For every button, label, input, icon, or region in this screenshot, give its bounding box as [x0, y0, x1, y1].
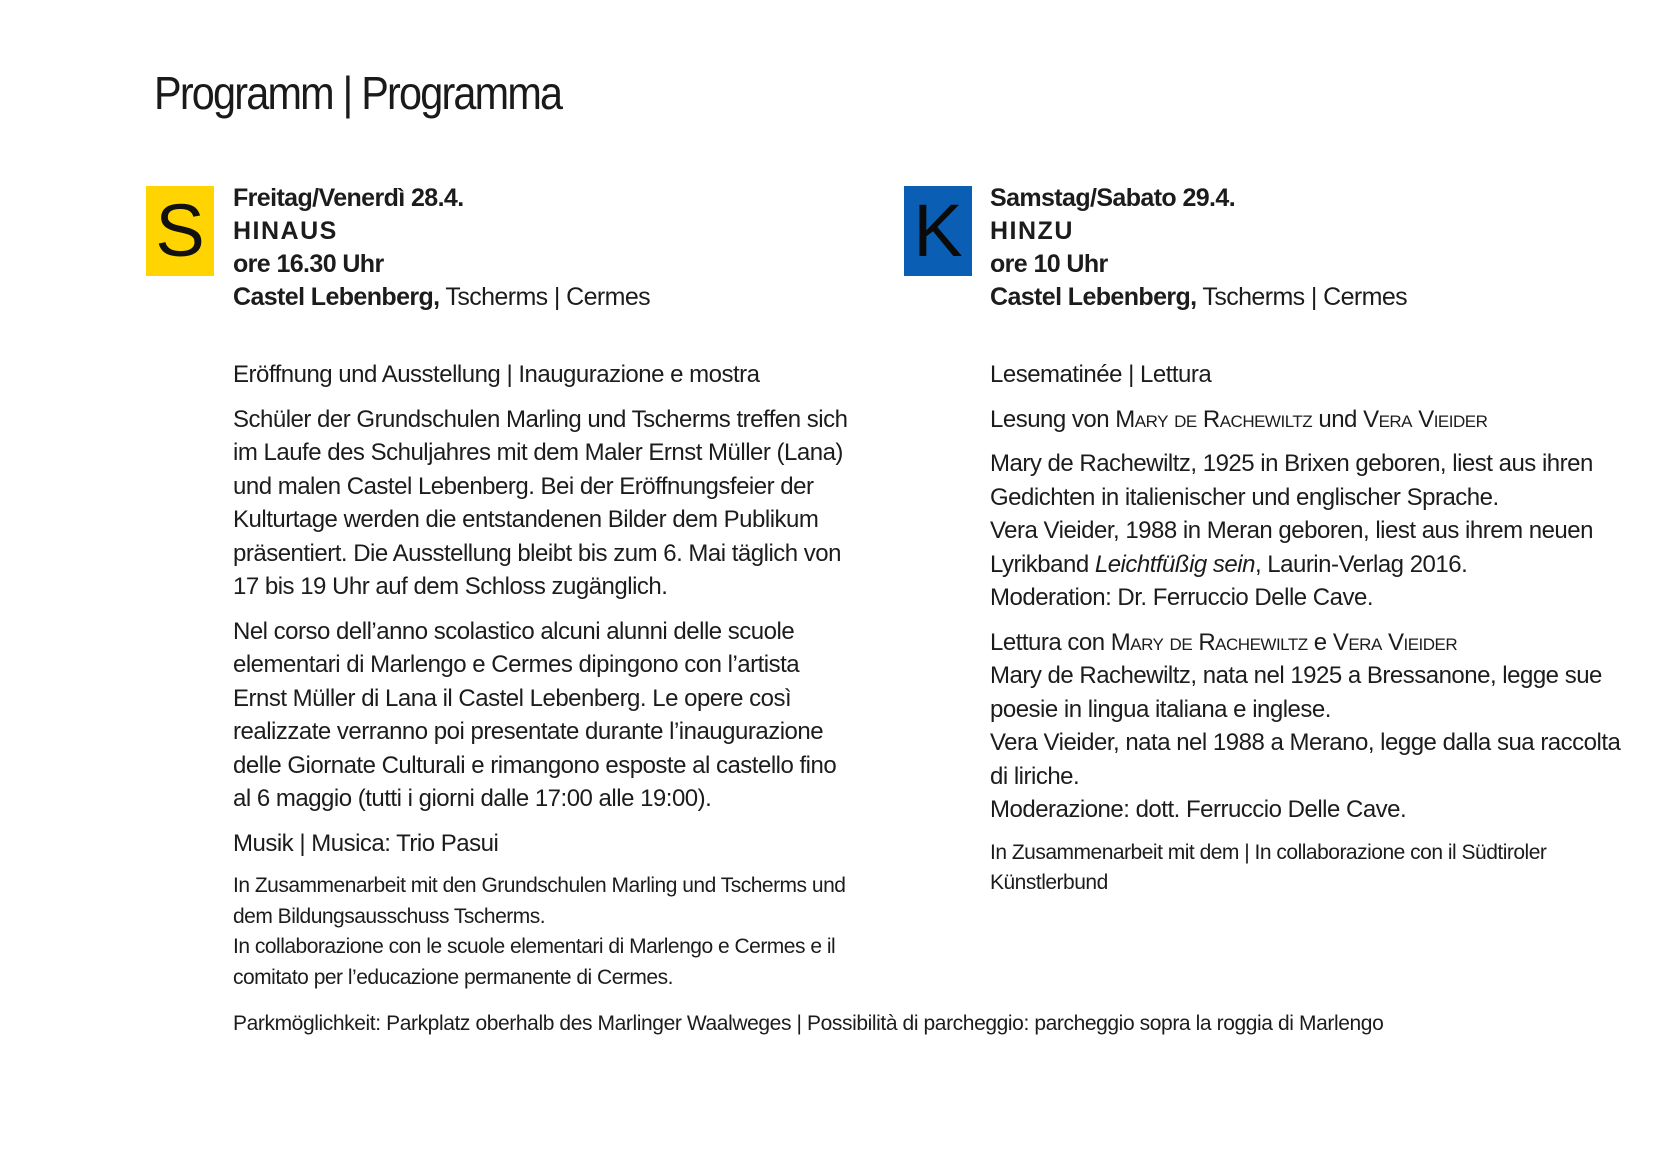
event1-venue — [233, 281, 650, 314]
reading-it-prefix: Lettura con — [990, 628, 1111, 656]
event2-body — [990, 358, 1630, 899]
event2-venue — [990, 281, 1407, 314]
event2-collab: In Zusammenarbeit mit dem | In collaborazione con il Südtiroler Künstlerbund — [990, 840, 1547, 894]
event1-name: HINAUS — [233, 217, 338, 245]
event-badge-k: K — [904, 186, 972, 276]
bio2-it: Vera Vieider, nata nel 1988 a Merano, legge dalla sua raccolta di liriche. — [990, 729, 1621, 790]
event2-header — [990, 182, 1407, 314]
event2-venue-name: Castel Lebenberg, — [990, 283, 1197, 311]
bio2-de-prefix: Vera Vieider, 1988 in Meran geboren, liest aus ihrem neuen Lyrikband — [990, 517, 1593, 578]
reading-de-prefix: Lesung von — [990, 405, 1116, 433]
event2-reading-de — [990, 403, 1630, 437]
event1-collab-de: In Zusammenarbeit mit den Grundschulen Marling und Tscherms und dem Bildungsausschuss Tscherms. — [233, 874, 846, 928]
event2-bios-de — [990, 447, 1630, 615]
bio2-de-suffix: , Laurin-Verlag 2016. — [1254, 550, 1468, 578]
moderation-it: Moderazione: dott. Ferruccio Delle Cave. — [990, 796, 1407, 823]
event2-subtitle: Lesematinée | Lettura — [990, 361, 1212, 388]
author-2-it: Vera Vieider — [1332, 628, 1458, 656]
book-title: Leichtfüßig sein — [1094, 550, 1255, 578]
event1-body — [233, 358, 853, 993]
and-it: e — [1307, 628, 1333, 656]
event-badge-s: S — [146, 186, 214, 276]
event1-music: Musik | Musica: Trio Pasui — [233, 829, 499, 857]
event1-date: Freitag/Venerdì 28.4. — [233, 184, 464, 212]
event1-header — [233, 182, 650, 314]
event1-collab — [233, 871, 853, 993]
author-2: Vera Vieider — [1363, 405, 1488, 433]
author-1-it: Mary de Rachewiltz — [1110, 628, 1308, 656]
event1-text-de: Schüler der Grundschulen Marling und Tscherms treffen sich im Laufe des Schuljahres mit dem Maler Ernst Müller (Lana) und malen Castel Lebenberg. Bei der Eröffnungsfeier der Kulturtage werden die entstandenen Bilder dem Publikum präsentiert. Die Ausstellung bleibt bis zum 6. Mai täglich von 17 bis 19 Uhr auf dem Schloss zugänglich. — [233, 405, 848, 600]
bio1-de: Mary de Rachewiltz, 1925 in Brixen geboren, liest aus ihren Gedichten in italienischer und englischer Sprache. — [990, 450, 1593, 511]
event2-date: Samstag/Sabato 29.4. — [990, 184, 1236, 212]
event1-time: ore 16.30 Uhr — [233, 250, 384, 278]
event2-venue-place: Tscherms | Cermes — [1196, 283, 1408, 311]
and-de: und — [1312, 405, 1364, 433]
moderation-de: Moderation: Dr. Ferruccio Delle Cave. — [990, 584, 1373, 611]
page-title: Programm | Programma — [154, 67, 562, 119]
event1-subtitle: Eröffnung und Ausstellung | Inaugurazione e mostra — [233, 361, 760, 388]
event1-venue-name: Castel Lebenberg, — [233, 283, 440, 311]
event1-text-it: Nel corso dell’anno scolastico alcuni alunni delle scuole elementari di Marlengo e Cermes dipingono con l’artista Ernst Müller di Lana il Castel Lebenberg. Le opere così realizzate verranno poi presentate durante l’inaugurazione delle Giornate Culturali e rimangono esposte al castello fino al 6 maggio (tutti i giorni dalle 17:00 alle 19:00). — [233, 617, 837, 812]
event2-name: HINZU — [990, 217, 1074, 245]
event2-bios-it — [990, 626, 1630, 827]
parking-info: Parkmöglichkeit: Parkplatz oberhalb des Marlinger Waalweges | Possibilità di parcheggio: parcheggio sopra la roggia di Marlengo — [233, 1012, 1384, 1035]
event1-collab-it: In collaborazione con le scuole elementari di Marlengo e Cermes e il comitato per l’educazione permanente di Cermes. — [233, 935, 836, 989]
event2-time: ore 10 Uhr — [990, 250, 1108, 278]
bio1-it: Mary de Rachewiltz, nata nel 1925 a Bressanone, legge sue poesie in lingua italiana e inglese. — [990, 662, 1602, 723]
author-1: Mary de Rachewiltz — [1115, 405, 1313, 433]
event1-venue-place: Tscherms | Cermes — [439, 283, 651, 311]
